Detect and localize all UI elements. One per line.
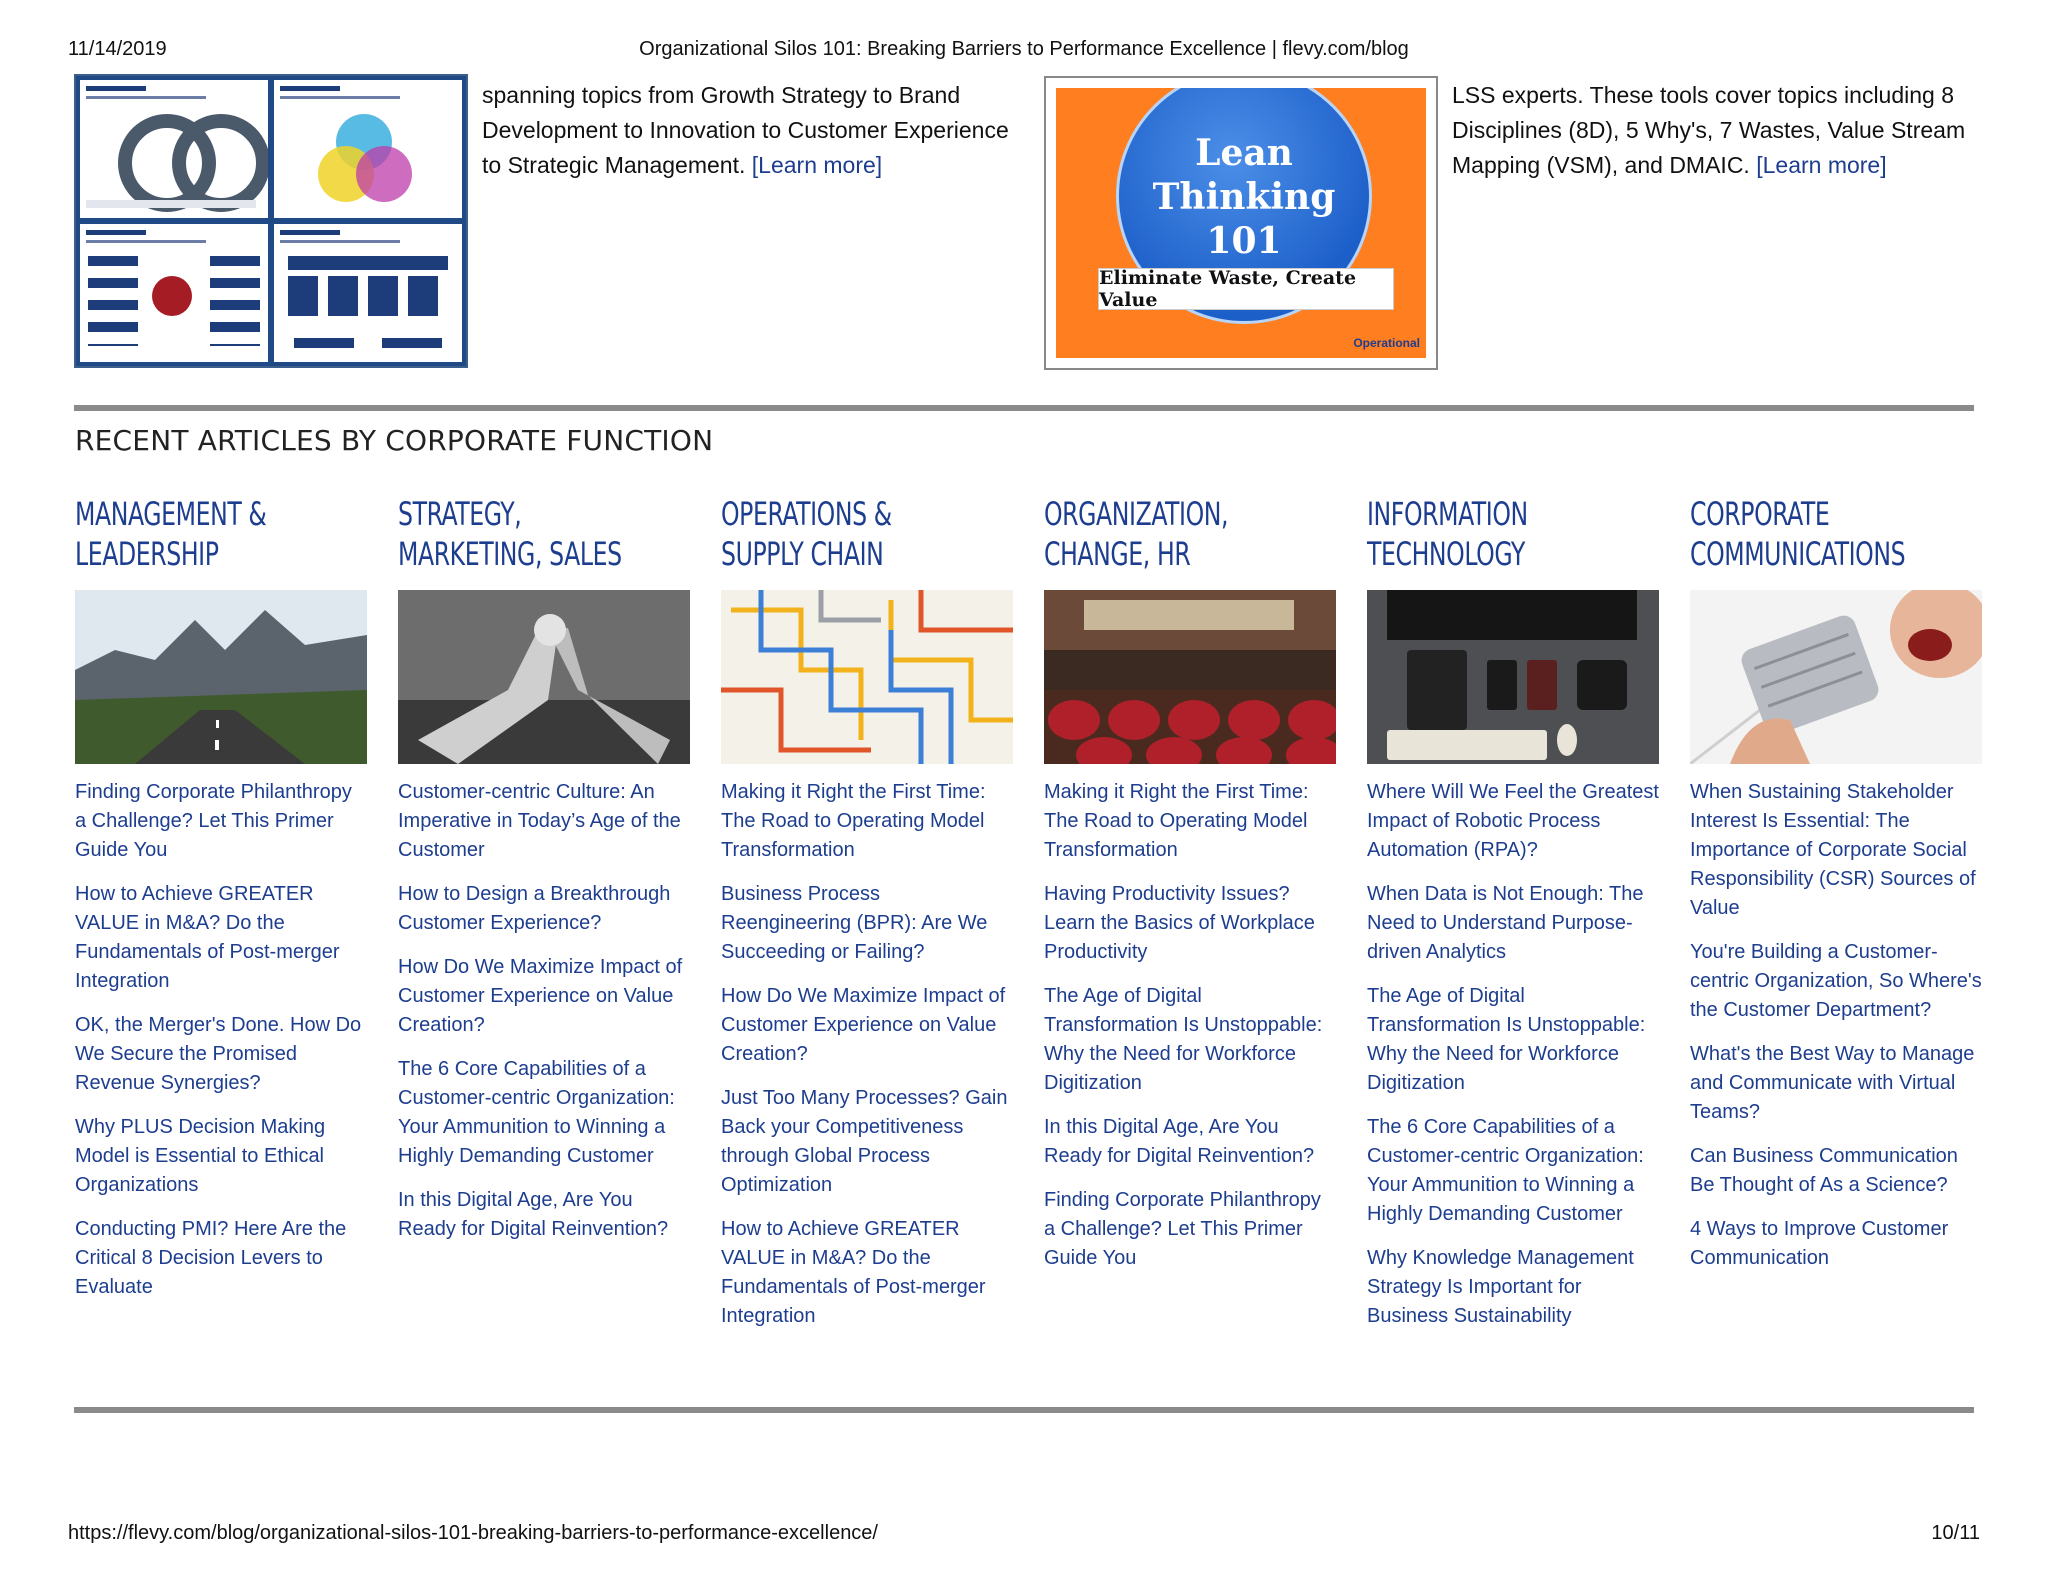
- print-url: https://flevy.com/blog/organizational-silos-101-breaking-barriers-to-performance-excellence/: [68, 1522, 878, 1544]
- divider-top: [74, 405, 1974, 411]
- lean-subtitle: Eliminate Waste, Create Value: [1098, 268, 1394, 310]
- article-link[interactable]: In this Digital Age, Are You Ready for Digital Reinvention?: [1044, 1116, 1315, 1167]
- article-link[interactable]: How to Design a Breakthrough Customer Experience?: [398, 883, 671, 934]
- article-link[interactable]: OK, the Merger's Done. How Do We Secure the Promised Revenue Synergies?: [75, 1014, 362, 1094]
- article-link[interactable]: When Sustaining Stakeholder Interest Is Essential: The Importance of Corporate Social Responsibility (CSR) Sources of Value: [1690, 781, 1976, 919]
- promo-right-text: [1452, 78, 1992, 183]
- column-heading[interactable]: CORPORATE COMMUNICATIONS: [1690, 495, 1906, 573]
- promo-left-text: [482, 78, 1022, 183]
- article-link[interactable]: 4 Ways to Improve Customer Communication: [1690, 1218, 1949, 1269]
- column-corporate-communications: [1690, 494, 1982, 1288]
- promo-right-learn-more-link[interactable]: [Learn more]: [1756, 152, 1887, 178]
- slide-thumb-strategy: [80, 224, 268, 362]
- operational-logo: Operational: [1353, 336, 1420, 350]
- column-heading[interactable]: MANAGEMENT & LEADERSHIP: [75, 495, 267, 573]
- article-link[interactable]: You're Building a Customer-centric Organization, So Where's the Customer Department?: [1690, 941, 1982, 1021]
- mountain-road-image[interactable]: [75, 590, 367, 764]
- slide-thumb-cycle: [80, 80, 268, 218]
- desk-devices-image[interactable]: [1367, 590, 1659, 764]
- column-heading[interactable]: ORGANIZATION, CHANGE, HR: [1044, 495, 1229, 573]
- article-link[interactable]: Conducting PMI? Here Are the Critical 8 Decision Levers to Evaluate: [75, 1218, 347, 1298]
- transit-map-image[interactable]: [721, 590, 1013, 764]
- article-link[interactable]: Finding Corporate Philanthropy a Challenge? Let This Primer Guide You: [1044, 1189, 1321, 1269]
- article-link[interactable]: The Age of Digital Transformation Is Unstoppable: Why the Need for Workforce Digitization: [1367, 985, 1646, 1094]
- article-link[interactable]: The Age of Digital Transformation Is Unstoppable: Why the Need for Workforce Digitization: [1044, 985, 1323, 1094]
- lean-title-line1: Lean: [1195, 132, 1293, 174]
- framework-slides-thumbnail[interactable]: [74, 74, 468, 368]
- article-link[interactable]: Can Business Communication Be Thought of As a Science?: [1690, 1145, 1958, 1196]
- article-link[interactable]: Why Knowledge Management Strategy Is Important for Business Sustainability: [1367, 1247, 1634, 1327]
- lean-title-line2: Thinking: [1152, 176, 1336, 218]
- article-link[interactable]: In this Digital Age, Are You Ready for Digital Reinvention?: [398, 1189, 669, 1240]
- column-heading[interactable]: STRATEGY, MARKETING, SALES: [398, 495, 622, 573]
- column-organization-change-hr: [1044, 494, 1336, 1288]
- article-link[interactable]: Making it Right the First Time: The Road to Operating Model Transformation: [721, 781, 986, 861]
- column-heading[interactable]: OPERATIONS & SUPPLY CHAIN: [721, 495, 892, 573]
- arm-wrestling-image[interactable]: [398, 590, 690, 764]
- article-link[interactable]: What's the Best Way to Manage and Communicate with Virtual Teams?: [1690, 1043, 1975, 1123]
- article-link[interactable]: Making it Right the First Time: The Road to Operating Model Transformation: [1044, 781, 1309, 861]
- slide-thumb-brand: [274, 224, 462, 362]
- article-link[interactable]: Finding Corporate Philanthropy a Challenge? Let This Primer Guide You: [75, 781, 352, 861]
- promo-right-body: LSS experts. These tools cover topics including 8 Disciplines (8D), 5 Why's, 7 Wastes, Value Stream Mapping (VSM), and DMAIC.: [1452, 82, 1966, 178]
- slide-thumb-venn: [274, 80, 462, 218]
- article-link[interactable]: Why PLUS Decision Making Model is Essential to Ethical Organizations: [75, 1116, 326, 1196]
- lean-title-line3: 101: [1206, 220, 1282, 262]
- column-management-leadership: [75, 494, 367, 1317]
- column-strategy-marketing-sales: [398, 494, 690, 1259]
- article-link[interactable]: Having Productivity Issues? Learn the Basics of Workplace Productivity: [1044, 883, 1315, 963]
- promo-left-body: spanning topics from Growth Strategy to Brand Development to Innovation to Customer Experience to Strategic Management.: [482, 82, 1009, 178]
- article-link[interactable]: How to Achieve GREATER VALUE in M&A? Do the Fundamentals of Post-merger Integration: [75, 883, 340, 992]
- auditorium-image[interactable]: [1044, 590, 1336, 764]
- page-number: 10/11: [1931, 1522, 1980, 1544]
- article-link[interactable]: Where Will We Feel the Greatest Impact of Robotic Process Automation (RPA)?: [1367, 781, 1659, 861]
- column-operations-supply-chain: [721, 494, 1013, 1346]
- article-link[interactable]: When Data is Not Enough: The Need to Understand Purpose-driven Analytics: [1367, 883, 1644, 963]
- lean-thinking-thumbnail[interactable]: [1044, 76, 1438, 370]
- article-link[interactable]: Business Process Reengineering (BPR): Are We Succeeding or Failing?: [721, 883, 988, 963]
- article-link[interactable]: The 6 Core Capabilities of a Customer-centric Organization: Your Ammunition to Winning a Highly Demanding Customer: [398, 1058, 675, 1167]
- article-link[interactable]: Customer-centric Culture: An Imperative in Today’s Age of the Customer: [398, 781, 681, 861]
- article-link[interactable]: How Do We Maximize Impact of Customer Experience on Value Creation?: [721, 985, 1006, 1065]
- article-link[interactable]: How Do We Maximize Impact of Customer Experience on Value Creation?: [398, 956, 683, 1036]
- column-information-technology: [1367, 494, 1659, 1346]
- article-link[interactable]: Just Too Many Processes? Gain Back your Competitiveness through Global Process Optimization: [721, 1087, 1008, 1196]
- print-title: Organizational Silos 101: Breaking Barriers to Performance Excellence | flevy.com/blog: [639, 38, 1409, 60]
- section-title: RECENT ARTICLES BY CORPORATE FUNCTION: [75, 424, 714, 457]
- print-date: 11/14/2019: [68, 38, 167, 60]
- promo-left-learn-more-link[interactable]: [Learn more]: [751, 152, 883, 178]
- article-link[interactable]: The 6 Core Capabilities of a Customer-centric Organization: Your Ammunition to Winning a Highly Demanding Customer: [1367, 1116, 1644, 1225]
- tin-can-phone-image[interactable]: [1690, 590, 1982, 764]
- article-link[interactable]: How to Achieve GREATER VALUE in M&A? Do the Fundamentals of Post-merger Integration: [721, 1218, 986, 1327]
- column-heading[interactable]: INFORMATION TECHNOLOGY: [1367, 495, 1528, 573]
- divider-bottom: [74, 1407, 1974, 1413]
